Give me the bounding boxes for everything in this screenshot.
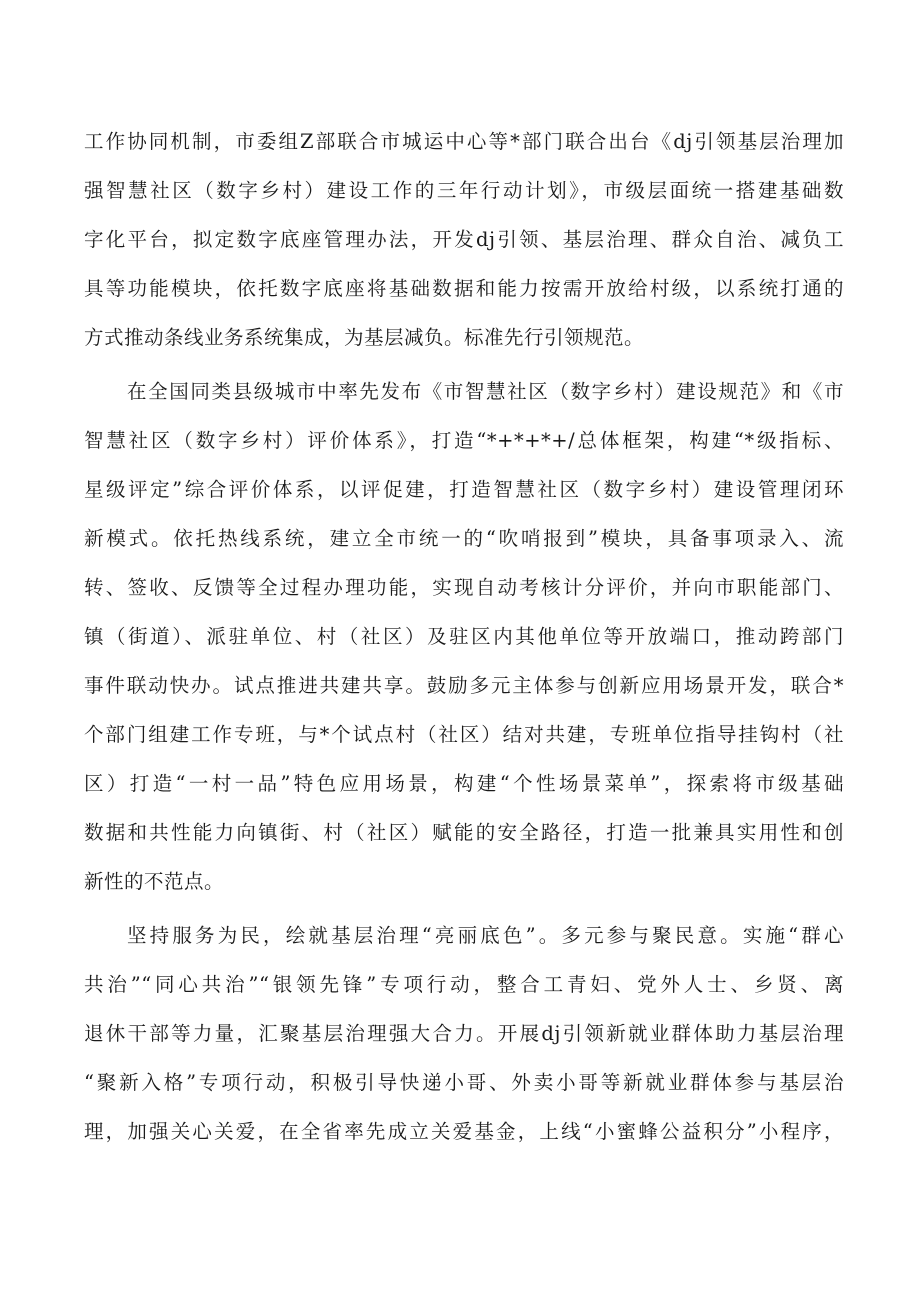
paragraph-2-line-2: 智慧社区（数字乡村）评价体系》，打造“*+*+*+/总体框架，构建“*级指标、 (84, 429, 844, 452)
paragraph-2-line-1: 在全国同类县级城市中率先发布《市智慧社区（数字乡村）建设规范》和《市 (127, 380, 844, 403)
paragraph-3-line-3: 退休干部等力量，汇聚基层治理强大合力。开展dj引领新就业群体助力基层治理 (84, 1022, 844, 1045)
paragraph-2-line-7: 事件联动快办。试点推进共建共享。鼓励多元主体参与创新应用场景开发，联合* (84, 674, 844, 697)
paragraph-1-line-1: 工作协同机制，市委组Z部联合市城运中心等*部门联合出台《dj引领基层治理加 (84, 130, 844, 153)
paragraph-2-line-5: 转、签收、反馈等全过程办理功能，实现自动考核计分评价，并向市职能部门、 (84, 576, 844, 599)
paragraph-3-line-5: 理，加强关心关爱，在全省率先成立关爱基金，上线“小蜜蜂公益积分”小程序， (84, 1120, 844, 1143)
paragraph-3-line-1: 坚持服务为民，绘就基层治理“亮丽底色”。多元参与聚民意。实施“群心 (127, 924, 844, 947)
paragraph-2-line-4: 新模式。依托热线系统，建立全市统一的“吹哨报到”模块，具备事项录入、流 (84, 527, 844, 550)
paragraph-1-line-4: 具等功能模块，依托数字底座将基础数据和能力按需开放给村级，以系统打通的 (84, 277, 844, 300)
paragraph-1-line-2: 强智慧社区（数字乡村）建设工作的三年行动计划》，市级层面统一搭建基础数 (84, 179, 844, 202)
paragraph-2-line-11: 新性的不范点。 (84, 870, 225, 893)
paragraph-1-line-3: 字化平台，拟定数字底座管理办法，开发dj引领、基层治理、群众自治、减负工 (84, 228, 844, 251)
paragraph-2-line-8: 个部门组建工作专班，与*个试点村（社区）结对共建，专班单位指导挂钩村（社 (84, 723, 844, 746)
paragraph-2-line-10: 数据和共性能力向镇街、村（社区）赋能的安全路径，打造一批兼具实用性和创 (84, 821, 844, 844)
paragraph-2-line-6: 镇（街道）、派驻单位、村（社区）及驻区内其他单位等开放端口，推动跨部门 (84, 625, 844, 648)
paragraph-2-line-9: 区）打造“一村一品”特色应用场景，构建“个性场景菜单”，探索将市级基础 (84, 772, 844, 795)
paragraph-2-line-3: 星级评定”综合评价体系，以评促建，打造智慧社区（数字乡村）建设管理闭环 (84, 478, 844, 501)
paragraph-1-line-5: 方式推动条线业务系统集成，为基层减负。标准先行引领规范。 (84, 326, 645, 349)
paragraph-3-line-4: “聚新入格”专项行动，积极引导快递小哥、外卖小哥等新就业群体参与基层治 (84, 1071, 844, 1094)
paragraph-3-line-2: 共治”“同心共治”“银领先锋”专项行动，整合工青妇、党外人士、乡贤、离 (84, 973, 844, 996)
